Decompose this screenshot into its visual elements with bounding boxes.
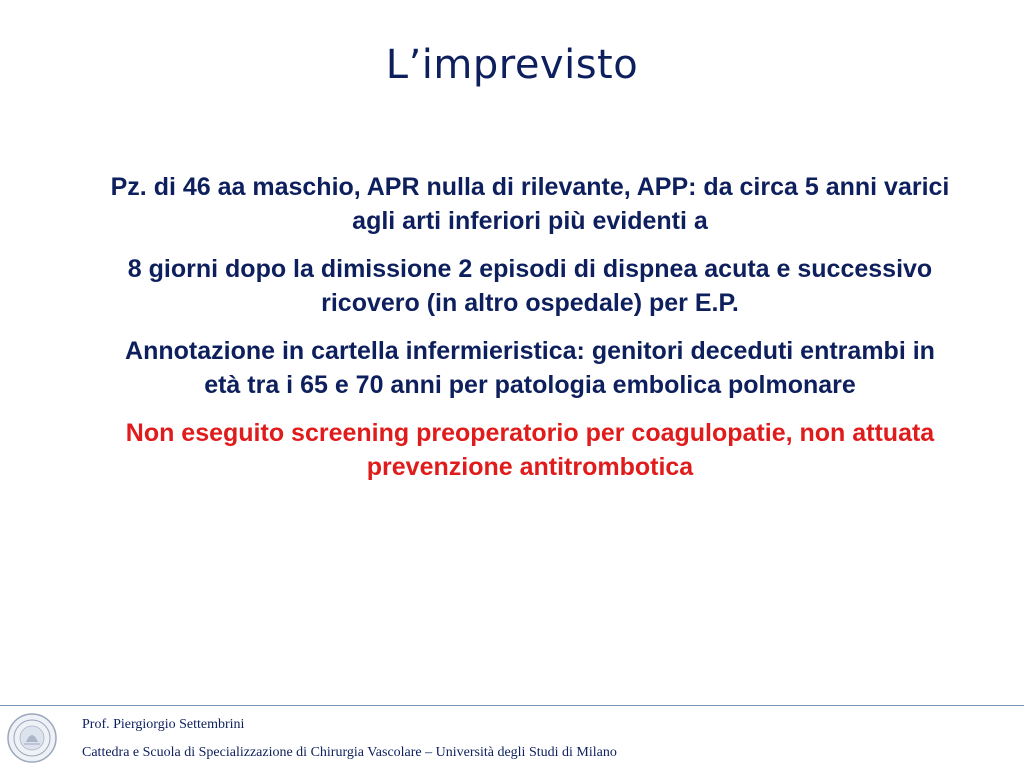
paragraph-warning: Non eseguito screening preoperatorio per coagulopatie, non attuata prevenzione antitrombotica <box>125 419 935 481</box>
university-seal-icon <box>6 712 58 764</box>
footer-divider <box>0 705 1024 706</box>
footer-author: Prof. Piergiorgio Settembrini <box>82 717 245 732</box>
paragraph-patient: Pz. di 46 aa maschio, APR nulla di rilevante, APP: da circa 5 anni varici agli arti inferiori più evidenti a <box>110 173 950 235</box>
paragraph-discharge: 8 giorni dopo la dimissione 2 episodi di dispnea acuta e successivo ricovero (in altro ospedale) per E.P. <box>127 255 933 317</box>
slide-body <box>110 170 950 498</box>
paragraph-annotation: Annotazione in cartella infermieristica: genitori deceduti entrambi in età tra i 65 e 70 anni per patologia embolica polmonare <box>125 337 935 399</box>
footer-department: Cattedra e Scuola di Specializzazione di Chirurgia Vascolare – Università degli Studi di Milano <box>82 745 617 760</box>
slide-title: L’imprevisto <box>385 42 639 88</box>
